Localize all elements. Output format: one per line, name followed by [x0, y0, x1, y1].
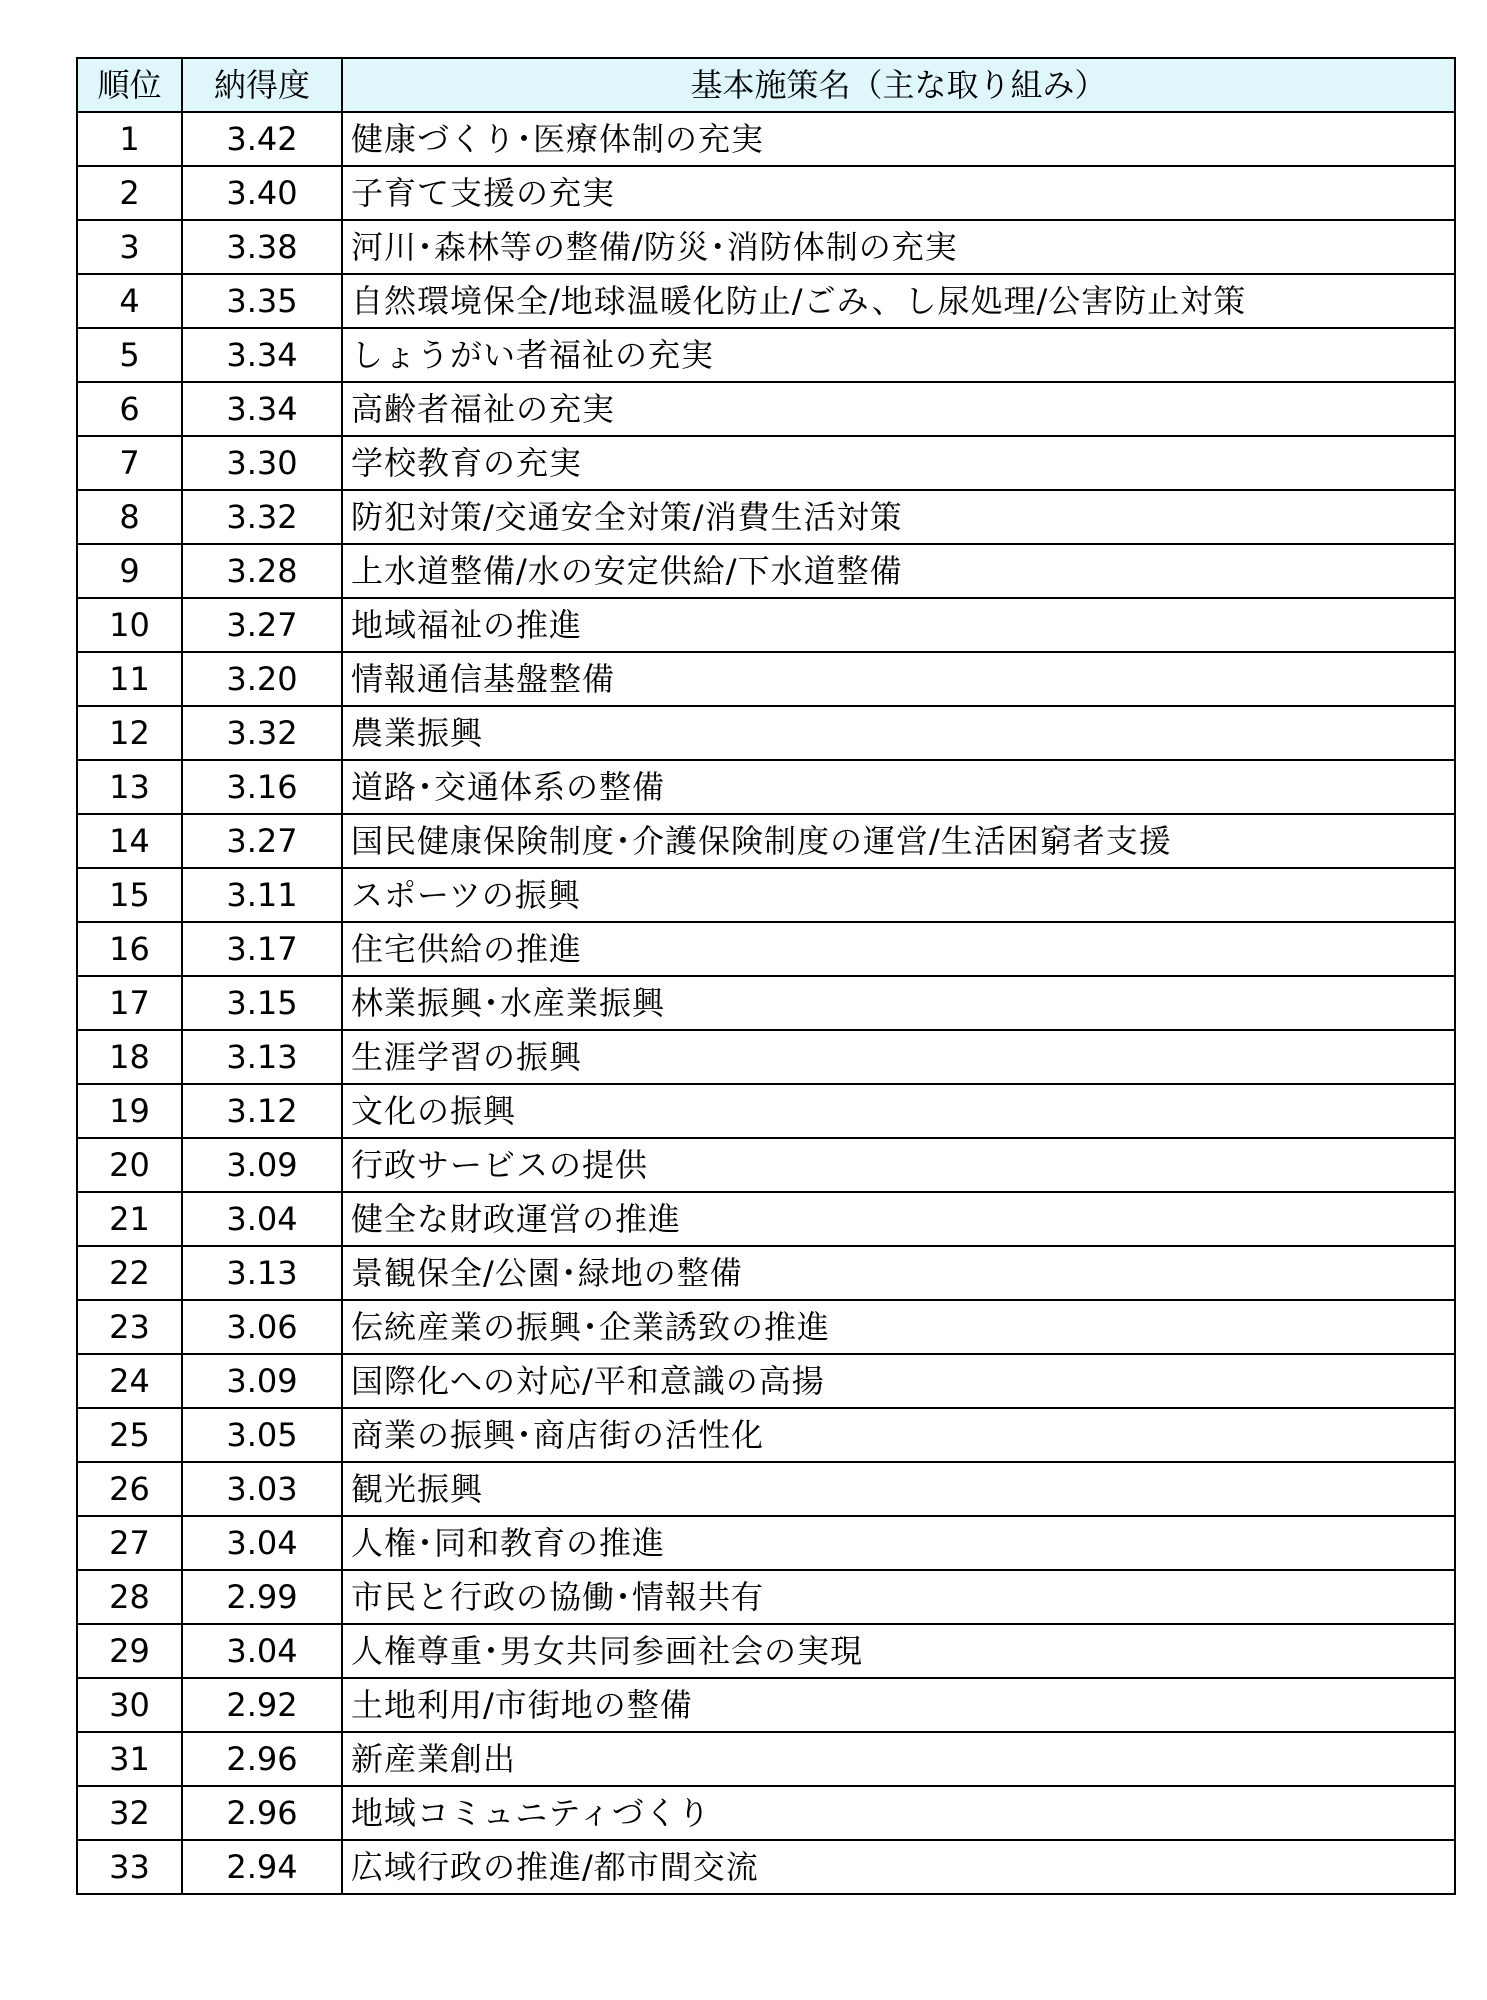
- table-row: [77, 220, 1455, 274]
- policy-name-cell: 防犯対策/交通安全対策/消費生活対策: [342, 490, 1455, 544]
- policy-name-cell: 人権尊重･男女共同参画社会の実現: [342, 1624, 1455, 1678]
- table-row: [77, 1516, 1455, 1570]
- table-row: [77, 868, 1455, 922]
- table-row: [77, 382, 1455, 436]
- score-cell: 3.09: [182, 1138, 342, 1192]
- table-row: [77, 922, 1455, 976]
- ranking-table-container: [76, 57, 1454, 1895]
- policy-name-cell: 道路･交通体系の整備: [342, 760, 1455, 814]
- score-cell: 3.32: [182, 706, 342, 760]
- rank-cell: 21: [77, 1192, 182, 1246]
- policy-name-cell: 農業振興: [342, 706, 1455, 760]
- table-row: [77, 1624, 1455, 1678]
- rank-cell: 26: [77, 1462, 182, 1516]
- rank-cell: 18: [77, 1030, 182, 1084]
- rank-cell: 10: [77, 598, 182, 652]
- table-body: [77, 112, 1455, 1894]
- table-row: [77, 166, 1455, 220]
- rank-cell: 20: [77, 1138, 182, 1192]
- policy-name-cell: 国際化への対応/平和意識の高揚: [342, 1354, 1455, 1408]
- policy-name-cell: 住宅供給の推進: [342, 922, 1455, 976]
- table-row: [77, 1030, 1455, 1084]
- policy-name-cell: 生涯学習の振興: [342, 1030, 1455, 1084]
- score-cell: 3.32: [182, 490, 342, 544]
- policy-name-cell: 人権･同和教育の推進: [342, 1516, 1455, 1570]
- score-cell: 3.38: [182, 220, 342, 274]
- table-row: [77, 706, 1455, 760]
- policy-name-cell: 国民健康保険制度･介護保険制度の運営/生活困窮者支援: [342, 814, 1455, 868]
- policy-name-cell: 景観保全/公園･緑地の整備: [342, 1246, 1455, 1300]
- score-cell: 3.12: [182, 1084, 342, 1138]
- table-row: [77, 652, 1455, 706]
- score-cell: 3.15: [182, 976, 342, 1030]
- score-cell: 2.96: [182, 1732, 342, 1786]
- score-cell: 3.20: [182, 652, 342, 706]
- policy-name-cell: 市民と行政の協働･情報共有: [342, 1570, 1455, 1624]
- rank-cell: 6: [77, 382, 182, 436]
- score-cell: 2.99: [182, 1570, 342, 1624]
- score-cell: 3.34: [182, 382, 342, 436]
- policy-name-cell: 伝統産業の振興･企業誘致の推進: [342, 1300, 1455, 1354]
- table-row: [77, 760, 1455, 814]
- score-cell: 3.13: [182, 1030, 342, 1084]
- policy-name-cell: 商業の振興･商店街の活性化: [342, 1408, 1455, 1462]
- rank-cell: 27: [77, 1516, 182, 1570]
- policy-name-cell: 子育て支援の充実: [342, 166, 1455, 220]
- score-cell: 2.96: [182, 1786, 342, 1840]
- table-row: [77, 1840, 1455, 1894]
- table-row: [77, 1084, 1455, 1138]
- policy-name-cell: 広域行政の推進/都市間交流: [342, 1840, 1455, 1894]
- table-row: [77, 814, 1455, 868]
- rank-cell: 3: [77, 220, 182, 274]
- ranking-table: [76, 57, 1456, 1895]
- score-cell: 3.03: [182, 1462, 342, 1516]
- rank-cell: 28: [77, 1570, 182, 1624]
- policy-name-cell: 上水道整備/水の安定供給/下水道整備: [342, 544, 1455, 598]
- rank-cell: 30: [77, 1678, 182, 1732]
- score-cell: 3.40: [182, 166, 342, 220]
- table-row: [77, 1246, 1455, 1300]
- table-row: [77, 1732, 1455, 1786]
- policy-name-cell: 自然環境保全/地球温暖化防止/ごみ、し尿処理/公害防止対策: [342, 274, 1455, 328]
- rank-cell: 25: [77, 1408, 182, 1462]
- rank-cell: 4: [77, 274, 182, 328]
- score-cell: 3.17: [182, 922, 342, 976]
- score-cell: 3.04: [182, 1516, 342, 1570]
- score-cell: 3.34: [182, 328, 342, 382]
- table-row: [77, 1678, 1455, 1732]
- score-cell: 3.09: [182, 1354, 342, 1408]
- table-row: [77, 490, 1455, 544]
- score-cell: 2.92: [182, 1678, 342, 1732]
- table-row: [77, 328, 1455, 382]
- score-cell: 3.13: [182, 1246, 342, 1300]
- rank-cell: 1: [77, 112, 182, 166]
- rank-cell: 8: [77, 490, 182, 544]
- table-row: [77, 1192, 1455, 1246]
- policy-name-cell: しょうがい者福祉の充実: [342, 328, 1455, 382]
- rank-cell: 23: [77, 1300, 182, 1354]
- policy-name-cell: 地域コミュニティづくり: [342, 1786, 1455, 1840]
- rank-cell: 33: [77, 1840, 182, 1894]
- policy-name-cell: 健康づくり･医療体制の充実: [342, 112, 1455, 166]
- table-row: [77, 1462, 1455, 1516]
- table-row: [77, 112, 1455, 166]
- table-row: [77, 1570, 1455, 1624]
- score-cell: 3.35: [182, 274, 342, 328]
- score-cell: 3.05: [182, 1408, 342, 1462]
- table-row: [77, 436, 1455, 490]
- rank-cell: 16: [77, 922, 182, 976]
- score-cell: 3.11: [182, 868, 342, 922]
- table-row: [77, 544, 1455, 598]
- policy-name-cell: 行政サービスの提供: [342, 1138, 1455, 1192]
- policy-name-cell: 情報通信基盤整備: [342, 652, 1455, 706]
- score-cell: 3.28: [182, 544, 342, 598]
- table-row: [77, 1354, 1455, 1408]
- score-cell: 3.30: [182, 436, 342, 490]
- rank-cell: 32: [77, 1786, 182, 1840]
- score-cell: 2.94: [182, 1840, 342, 1894]
- score-cell: 3.06: [182, 1300, 342, 1354]
- policy-name-cell: 林業振興･水産業振興: [342, 976, 1455, 1030]
- rank-cell: 17: [77, 976, 182, 1030]
- policy-name-cell: 観光振興: [342, 1462, 1455, 1516]
- score-cell: 3.27: [182, 814, 342, 868]
- rank-cell: 2: [77, 166, 182, 220]
- policy-name-cell: 新産業創出: [342, 1732, 1455, 1786]
- score-cell: 3.04: [182, 1624, 342, 1678]
- rank-cell: 24: [77, 1354, 182, 1408]
- policy-name-cell: 学校教育の充実: [342, 436, 1455, 490]
- policy-name-cell: 土地利用/市街地の整備: [342, 1678, 1455, 1732]
- table-row: [77, 1138, 1455, 1192]
- policy-name-cell: 河川･森林等の整備/防災･消防体制の充実: [342, 220, 1455, 274]
- score-cell: 3.27: [182, 598, 342, 652]
- header-policy-name: 基本施策名（主な取り組み）: [342, 58, 1455, 112]
- rank-cell: 5: [77, 328, 182, 382]
- policy-name-cell: 地域福祉の推進: [342, 598, 1455, 652]
- rank-cell: 11: [77, 652, 182, 706]
- score-cell: 3.42: [182, 112, 342, 166]
- policy-name-cell: 高齢者福祉の充実: [342, 382, 1455, 436]
- rank-cell: 12: [77, 706, 182, 760]
- rank-cell: 9: [77, 544, 182, 598]
- rank-cell: 29: [77, 1624, 182, 1678]
- rank-cell: 31: [77, 1732, 182, 1786]
- table-row: [77, 976, 1455, 1030]
- table-row: [77, 598, 1455, 652]
- score-cell: 3.04: [182, 1192, 342, 1246]
- rank-cell: 19: [77, 1084, 182, 1138]
- score-cell: 3.16: [182, 760, 342, 814]
- policy-name-cell: スポーツの振興: [342, 868, 1455, 922]
- rank-cell: 7: [77, 436, 182, 490]
- rank-cell: 22: [77, 1246, 182, 1300]
- table-row: [77, 1786, 1455, 1840]
- table-row: [77, 1408, 1455, 1462]
- header-rank: 順位: [77, 58, 182, 112]
- policy-name-cell: 文化の振興: [342, 1084, 1455, 1138]
- table-row: [77, 1300, 1455, 1354]
- rank-cell: 13: [77, 760, 182, 814]
- table-row: [77, 274, 1455, 328]
- rank-cell: 14: [77, 814, 182, 868]
- table-header-row: [77, 58, 1455, 112]
- header-score: 納得度: [182, 58, 342, 112]
- rank-cell: 15: [77, 868, 182, 922]
- policy-name-cell: 健全な財政運営の推進: [342, 1192, 1455, 1246]
